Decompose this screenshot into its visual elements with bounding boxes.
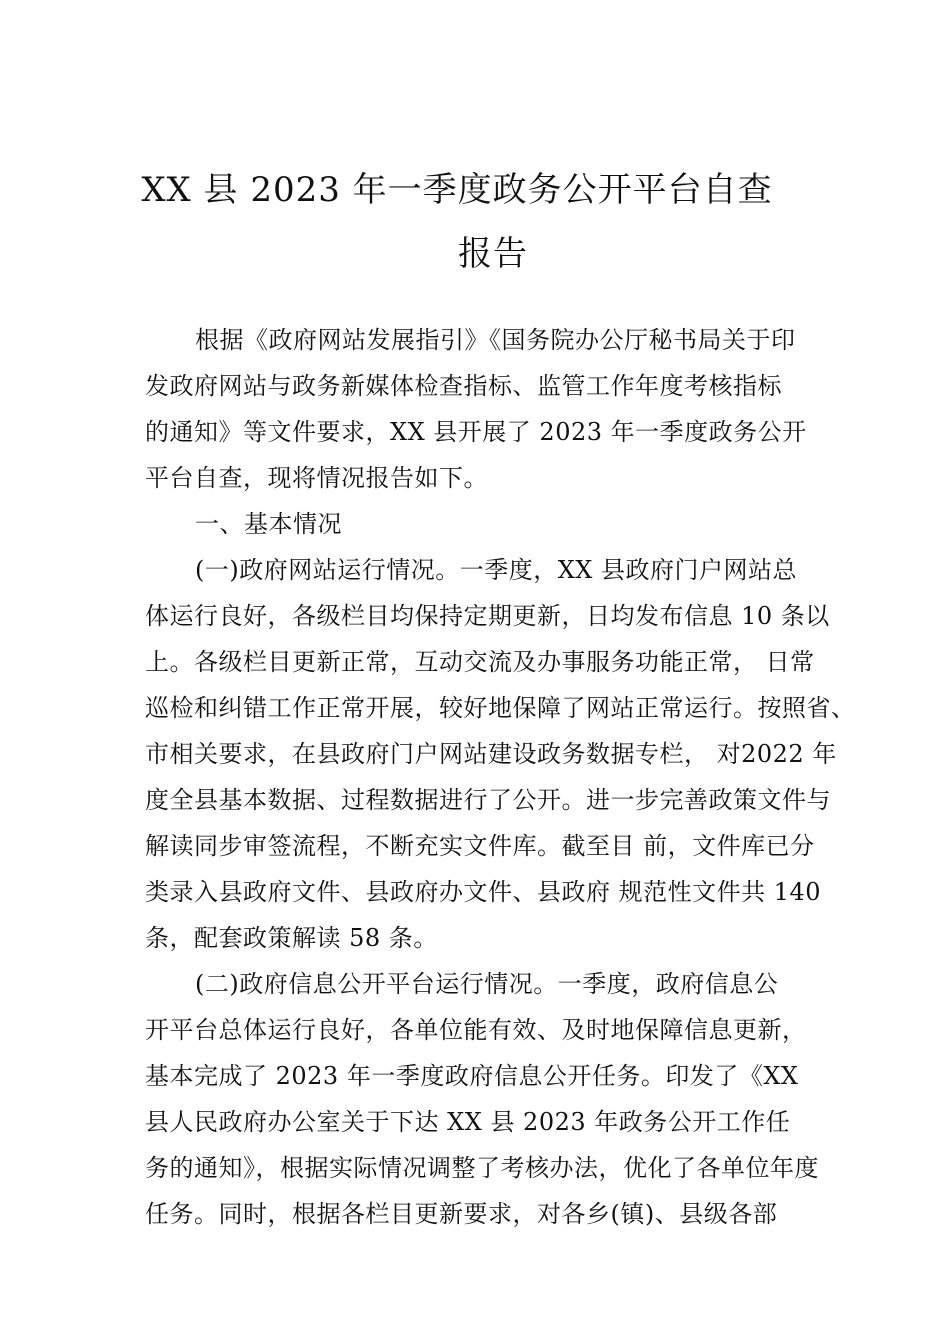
paragraph-line: 平台自查，现将情况报告如下。 bbox=[145, 464, 488, 492]
paragraph-line: 根据《政府网站发展指引》《国务院办公厅秘书局关于印 bbox=[195, 326, 796, 354]
paragraph-line: 的通知》等文件要求，XX 县开展了 2023 年一季度政务公开 bbox=[145, 418, 807, 446]
paragraph-line: 上。各级栏目更新正常，互动交流及办事服务功能正常， 日常 bbox=[145, 648, 815, 676]
document-title-line-1: XX 县 2023 年一季度政务公开平台自查 bbox=[141, 170, 773, 210]
paragraph-line: 条，配套政策解读 58 条。 bbox=[145, 924, 438, 952]
paragraph-line: (二)政府信息公开平台运行情况。一季度，政府信息公 bbox=[195, 970, 779, 998]
paragraph-line: 发政府网站与政务新媒体检查指标、监管工作年度考核指标 bbox=[145, 372, 782, 400]
paragraph-line: 类录入县政府文件、县政府办文件、县政府 规范性文件共 140 bbox=[145, 878, 822, 906]
paragraph-line: 度全县基本数据、过程数据进行了公开。进一步完善政策文件与 bbox=[145, 786, 831, 814]
paragraph-line: 务的通知》，根据实际情况调整了考核办法，优化了各单位年度 bbox=[145, 1154, 819, 1182]
document-title-line-2: 报告 bbox=[458, 234, 528, 274]
paragraph-line: 县人民政府办公室关于下达 XX 县 2023 年政务公开工作任 bbox=[145, 1108, 791, 1136]
paragraph-line: (一)政府网站运行情况。一季度，XX 县政府门户网站总 bbox=[195, 556, 798, 584]
paragraph-line: 任务。同时，根据各栏目更新要求，对各乡(镇)、县级各部 bbox=[145, 1200, 778, 1228]
section-heading: 一、基本情况 bbox=[195, 510, 342, 538]
paragraph-line: 基本完成了 2023 年一季度政府信息公开任务。印发了《XX bbox=[145, 1062, 799, 1090]
paragraph-line: 体运行良好，各级栏目均保持定期更新，日均发布信息 10 条以 bbox=[145, 602, 830, 630]
paragraph-line: 解读同步审签流程，不断充实文件库。截至目 前，文件库已分 bbox=[145, 832, 815, 860]
paragraph-line: 开平台总体运行良好，各单位能有效、及时地保障信息更新， bbox=[145, 1016, 807, 1044]
paragraph-line: 市相关要求，在县政府门户网站建设政务数据专栏， 对2022 年 bbox=[145, 740, 837, 768]
paragraph-line: 巡检和纠错工作正常开展，较好地保障了网站正常运行。按照省、 bbox=[145, 694, 856, 722]
